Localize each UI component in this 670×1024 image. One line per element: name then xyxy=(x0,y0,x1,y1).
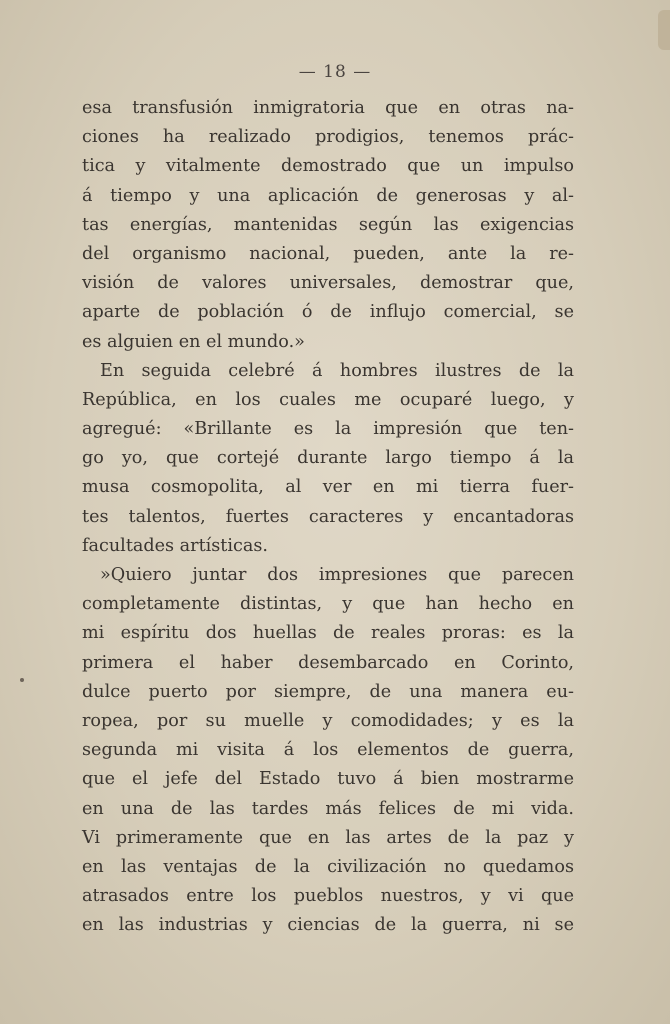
text-line: á tiempo y una aplicación de generosas y al- xyxy=(82,185,574,206)
text-line: go yo, que cortejé durante largo tiempo á la xyxy=(82,448,574,469)
text-line: es alguien en el mundo.» xyxy=(82,331,305,352)
text-line: aparte de población ó de influjo comercial, se xyxy=(82,302,574,323)
page-number: — 18 — xyxy=(298,62,372,82)
text-line: tica y vitalmente demostrado que un impulso xyxy=(82,156,574,177)
text-line: que el jefe del Estado tuvo á bien mostrarme xyxy=(82,769,574,790)
text-line: tes talentos, fuertes caracteres y encantadoras xyxy=(82,506,574,527)
text-line: visión de valores universales, demostrar que, xyxy=(82,273,574,294)
text-line: tas energías, mantenidas según las exigencias xyxy=(82,214,574,235)
text-line: segunda mi visita á los elementos de guerra, xyxy=(82,740,574,761)
text-line: En seguida celebré á hombres ilustres de la xyxy=(100,360,574,381)
text-line: esa transfusión inmigratoria que en otras na- xyxy=(82,98,574,118)
text-line: en una de las tardes más felices de mi vida. xyxy=(82,798,574,819)
text-line: »Quiero juntar dos impresiones que parecen xyxy=(100,565,574,585)
body-text xyxy=(82,94,574,940)
text-line: atrasados entre los pueblos nuestros, y vi que xyxy=(82,886,574,907)
text-line: mi espíritu dos huellas de reales proras: es la xyxy=(82,623,574,644)
text-line: del organismo nacional, pueden, ante la re- xyxy=(82,243,574,264)
text-line: dulce puerto por siempre, de una manera eu- xyxy=(82,681,574,702)
text-line: musa cosmopolita, al ver en mi tierra fuer- xyxy=(82,477,574,498)
text-line: en las industrias y ciencias de la guerra, ni se xyxy=(82,915,574,936)
text-line: facultades artísticas. xyxy=(82,535,268,556)
text-line: ciones ha realizado prodigios, tenemos prác- xyxy=(82,127,574,148)
text-line: completamente distintas, y que han hecho en xyxy=(82,594,574,615)
paper-speck xyxy=(20,678,24,682)
page-edge-tab xyxy=(658,10,670,50)
text-line: agregué: «Brillante es la impresión que ten- xyxy=(82,419,574,440)
text-line: Vi primeramente que en las artes de la paz y xyxy=(82,827,574,848)
text-line: República, en los cuales me ocuparé luego, y xyxy=(82,389,574,410)
text-line: en las ventajas de la civilización no quedamos xyxy=(82,856,574,877)
text-line: primera el haber desembarcado en Corinto, xyxy=(82,652,574,673)
text-line: ropea, por su muelle y comodidades; y es la xyxy=(82,710,574,731)
